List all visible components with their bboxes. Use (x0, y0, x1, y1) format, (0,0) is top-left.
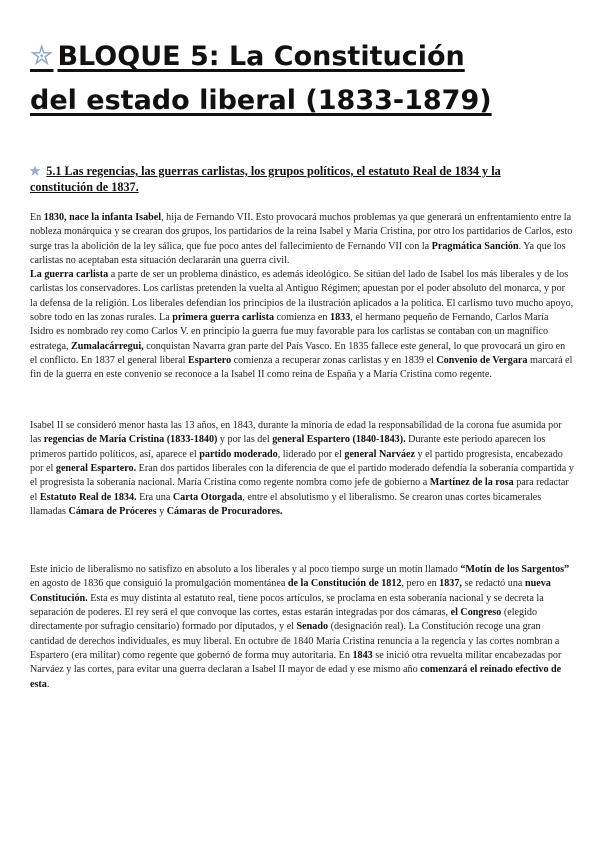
text-run: para redactar el (30, 477, 569, 503)
bold-run: Cámara de Próceres (68, 506, 157, 518)
text-run: se redactó una (461, 578, 525, 590)
text-run: , el hermano pequeño de Fernando, Carlos María Isidro es nombrado rey como Carlos V. en principio la guerra fue muy favorable para los carlistas se contaban con un magnífico estratega, (30, 312, 549, 352)
text-run: , pero en (401, 578, 440, 590)
bold-run: Zumalacárregui, (71, 340, 144, 352)
bold-run: “Motín de los Sargentos” (460, 564, 570, 575)
bold-run: 1843 (352, 650, 373, 662)
bold-run: Carta Otorgada (172, 491, 243, 503)
text-run: Eran dos partidos liberales con la diferencia de que el partido moderado defendía la soberanía compartida y el progresista la soberanía nacional. María Cristina como regente nombra como jefe de gobierno a (30, 463, 574, 489)
text-run: Era una (136, 491, 173, 503)
text-run: se inició otra revuelta militar encabezadas por Narváez y las cortes, para evitar una guerra declaran a Isabel II mayor de edad y ese mismo año (30, 650, 562, 676)
star-icon: ✮ (30, 39, 54, 72)
section-heading-text: 5.1 Las regencias, las guerras carlistas, los grupos políticos, el estatuto Real de 1834 y la constitución de 1837. (30, 164, 501, 194)
bold-run: Martínez de la rosa (429, 477, 514, 489)
text-run: (elegido directamente por sufragio censitario) formado por diputados, y el (30, 607, 538, 633)
bold-run: 1837, (439, 578, 462, 590)
bold-run: La guerra carlista (30, 269, 109, 280)
page-title (30, 34, 590, 123)
bold-run: Espartero (188, 355, 232, 367)
paragraph-2 (30, 268, 574, 383)
text-run: Durante este periodo aparecen los primeros partido políticos, así, aparece el (30, 434, 546, 460)
text-run: Isabel II se consideró menor hasta las 13 años, en 1843, durante la minoría de edad la responsabilidad de la corona fue asumida por las (30, 420, 562, 446)
bold-run: nueva Constitución. (30, 578, 551, 604)
text-run: comienza a recuperar zonas carlistas y en 1839 el (231, 355, 437, 367)
text-run: y por las del (217, 434, 273, 446)
text-run: . Ya que los carlistas no aceptaban esta situación declararán una guerra civil. (30, 240, 566, 267)
text-run: a parte de ser un problema dinástico, es además ideológico. Se sitúan del lado de Isabel los más liberales y de los carlistas los conservadores. Los carlistas pretenden la vuelta al Antiguo Régimen; apuestan por el poder absoluto del monarca, y por la defensa de la religión. Los liberales defendían los principios de la ilustración aplicados a la política. El carlismo tuvo mucho apoyo, sobre todo en las zonas rurales. La (30, 269, 574, 324)
text-run: en agosto de 1836 que consiguió la promulgación momentánea (30, 578, 288, 590)
text-run: , liderado por el (277, 448, 345, 460)
bold-run: general Narváez (344, 448, 415, 460)
paragraph-1 (30, 211, 574, 268)
text-run: . (46, 678, 50, 690)
bold-run: partido moderado (199, 448, 278, 460)
text-run: y (156, 506, 167, 518)
text-run: , hija de Fernando VII. Esto provocará muchos problemas ya que generará un enfrentamiento entre la nobleza monárquica y se crearan dos grupos, los partidarios de la reina Isabel y María Cristina, por otro los partidarios de Carlos, esto surge tras la abolición de la ley sálica, que fue poco antes del fallecimiento de Fernando VII con la (30, 212, 573, 252)
text-run: y el partido progresista, encabezado por el (30, 448, 563, 475)
text-run: comienza en (274, 312, 330, 324)
text-run: (designación real). La Constitución recoge una gran cantidad de derechos individuales, es muy liberal. En octubre de 1840 María Cristina renuncia a la regencia y las cortes nombran a Espartero (era militar) como regente que gobernó de forma muy autoritaria. En (30, 621, 560, 662)
bold-run: 1833 (330, 312, 351, 324)
bold-run: Estatuto Real de 1834. (39, 491, 137, 503)
title-line-1-text: BLOQUE 5: La Constitución (57, 41, 465, 72)
bold-run: comenzará el reinado efectivo de esta (30, 664, 562, 690)
text-run: , entre el absolutismo y el liberalismo. Se crearon unas cortes bicamerales llamadas (30, 491, 542, 518)
paragraph-4 (30, 563, 574, 692)
paragraph-3 (30, 419, 574, 519)
title-line-2: del estado liberal (1833-1879) (30, 85, 492, 116)
text-run: Este inicio de liberalismo no satisfizo en absoluto a los liberales y al poco tiempo surge un motín llamado (30, 564, 461, 575)
text-run: conquistan Navarra gran parte del País Vasco. En 1835 fallece este general, lo que provocará un giro en el conflicto. En 1837 el general liberal (30, 340, 566, 367)
bold-run: primera guerra carlista (172, 312, 275, 324)
text-run: En (30, 212, 44, 223)
star-icon: ✮ (30, 164, 41, 178)
text-run: Esta es muy distinta al estatuto real, tiene pocos artículos, se proclama en esta soberanía nacional y se decreta la separación de poderes. El rey será el que convoque las cortes, estas estarán integradas por dos cámaras, (30, 592, 544, 619)
bold-run: 1830, nace la infanta Isabel (43, 212, 162, 223)
title-line-1 (30, 34, 590, 79)
bold-run: de la Constitución de 1812 (287, 578, 402, 590)
bold-run: Pragmática Sanción (431, 240, 519, 252)
bold-run: Senado (296, 621, 329, 633)
bold-run: Cámaras de Procuradores. (166, 506, 283, 518)
bold-run: regencias de María Cristina (1833-1840) (43, 434, 218, 446)
section-heading (30, 163, 550, 195)
bold-run: el Congreso (450, 607, 502, 619)
bold-run: general Espartero (1840-1843). (272, 434, 406, 446)
text-run: marcará el fin de la guerra en este convenio se reconoce a la Isabel II como reina de España y a María Cristina como regente. (30, 355, 573, 381)
bold-run: Convenio de Vergara (436, 355, 528, 367)
bold-run: general Espartero. (55, 463, 137, 475)
